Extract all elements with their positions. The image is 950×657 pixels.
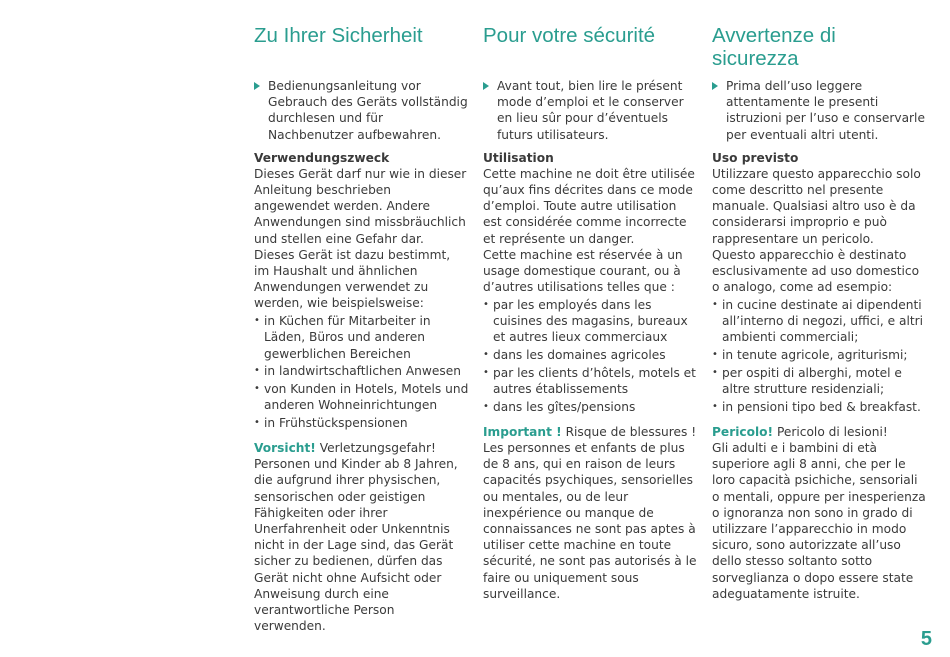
section-title: Pour votre sécurité xyxy=(483,24,656,47)
subheading: Uso previsto xyxy=(712,150,799,165)
warning-heading xyxy=(712,424,927,440)
warning-label: Vorsicht! xyxy=(254,441,316,456)
page-number: 5 xyxy=(920,628,932,650)
bullet-list xyxy=(254,313,469,431)
warning-label: Important ! xyxy=(483,424,562,439)
intro-text: Avant tout, bien lire le présent mode d’emploi et le conserver en lieu sûr pour d’éventuels futurs utilisateurs. xyxy=(497,79,684,142)
list-item: • in Küchen für Mitarbeiter in Läden, Büros und anderen gewerblichen Bereichen xyxy=(254,313,469,362)
list-item: • par les clients d’hôtels, motels et autres établissements xyxy=(483,365,698,397)
triangle-bullet-icon xyxy=(483,82,489,90)
warning-text: Personen und Kinder ab 8 Jahren, die aufgrund ihrer physischen, sensorischen oder geistigen Fähigkeiten oder ihrer Unerfahrenheit oder Unkenntnis nicht in der Lage sind, das Gerät sicher zu bedienen, dürfen das Gerät nicht ohne Aufsicht oder Anweisung durch eine verantwortliche Person verwenden. xyxy=(254,457,458,634)
warning-text: Les personnes et enfants de plus de 8 ans, qui en raison de leurs capacités psychiques, sensorielles ou mentales, ou de leur inexpérience ou manque de connaissances ne sont pas aptes à utiliser cette machine en toute sécurité, ne sont pas autorisés à le faire ou uniquement sous surveillance. xyxy=(483,441,697,601)
warning-label: Pericolo! xyxy=(712,424,774,439)
warning-title: Pericolo di lesioni! xyxy=(773,424,888,439)
column-german xyxy=(254,24,469,635)
subheading: Verwendungszweck xyxy=(254,150,390,165)
intro-text: Bedienungsanleitung vor Gebrauch des Geräts vollständig durchlesen und für Nachbenutzer aufbewahren. xyxy=(268,79,468,142)
subheading: Utilisation xyxy=(483,150,554,165)
bullet-list xyxy=(483,297,698,415)
list-item: • in Frühstückspensionen xyxy=(254,415,469,431)
section-title: Zu Ihrer Sicherheit xyxy=(254,24,423,47)
intro-item xyxy=(254,78,469,143)
paragraph: Dieses Gerät darf nur wie in dieser Anleitung beschrieben angewendet werden. Andere Anwendungen sind missbräuchlich und stellen eine Gefahr dar. xyxy=(254,166,467,246)
paragraph: Dieses Gerät ist dazu bestimmt, im Haushalt und ähnlichen Anwendungen verwendet zu werden, wie beispielsweise: xyxy=(254,247,451,311)
intro-item xyxy=(483,78,698,143)
list-item: • par les employés dans les cuisines des magasins, bureaux et autres lieux commerciaux xyxy=(483,297,698,346)
paragraph: Cette machine est réservée à un usage domestique courant, ou à d’autres utilisations telles que : xyxy=(483,247,683,295)
list-item: • in tenute agricole, agriturismi; xyxy=(712,347,927,363)
triangle-bullet-icon xyxy=(254,82,260,90)
triangle-bullet-icon xyxy=(712,82,718,90)
warning-title: Verletzungsgefahr! xyxy=(315,441,436,456)
column-italian xyxy=(712,24,927,602)
paragraph: Questo apparecchio è destinato esclusivamente ad uso domestico o analogo, come ad esempio: xyxy=(712,247,920,295)
paragraph: Utilizzare questo apparecchio solo come descritto nel presente manuale. Qualsiasi altro uso è da considerarsi improprio e può rappresentare un pericolo. xyxy=(712,166,921,246)
list-item: • dans les domaines agricoles xyxy=(483,347,698,363)
intro-item xyxy=(712,78,927,143)
list-item: • in landwirtschaftlichen Anwesen xyxy=(254,363,469,379)
warning-heading xyxy=(254,440,469,456)
warning-heading xyxy=(483,424,698,440)
warning-text: Gli adulti e i bambini di età superiore agli 8 anni, che per le loro capacità psichiche, sensoriali o mentali, oppure per inesperienza o ignoranza non sono in grado di utilizzare l’apparecchio in modo sicuro, sono autorizzate all’uso dello stesso soltanto sotto sorveglianza o dopo essere state adeguatamente istruite. xyxy=(712,441,926,601)
paragraph: Cette machine ne doit être utilisée qu’aux fins décrites dans ce mode d’emploi. Toute autre utilisation est considérée comme incorrecte et représente un danger. xyxy=(483,166,695,246)
list-item: • von Kunden in Hotels, Motels und anderen Wohneinrichtungen xyxy=(254,381,469,413)
section-title: Avvertenze di sicurezza xyxy=(712,24,836,70)
list-item: • in pensioni tipo bed & breakfast. xyxy=(712,399,927,415)
list-item: • dans les gîtes/pensions xyxy=(483,399,698,415)
column-french xyxy=(483,24,698,602)
warning-title: Risque de blessures ! xyxy=(561,424,697,439)
list-item: • in cucine destinate ai dipendenti all’interno di negozi, uffici, e altri ambienti commerciali; xyxy=(712,297,927,346)
intro-text: Prima dell’uso leggere attentamente le presenti istruzioni per l’uso e conservarle per eventuali altri utenti. xyxy=(726,79,925,142)
list-item: • per ospiti di alberghi, motel e altre strutture residenziali; xyxy=(712,365,927,397)
bullet-list xyxy=(712,297,927,415)
